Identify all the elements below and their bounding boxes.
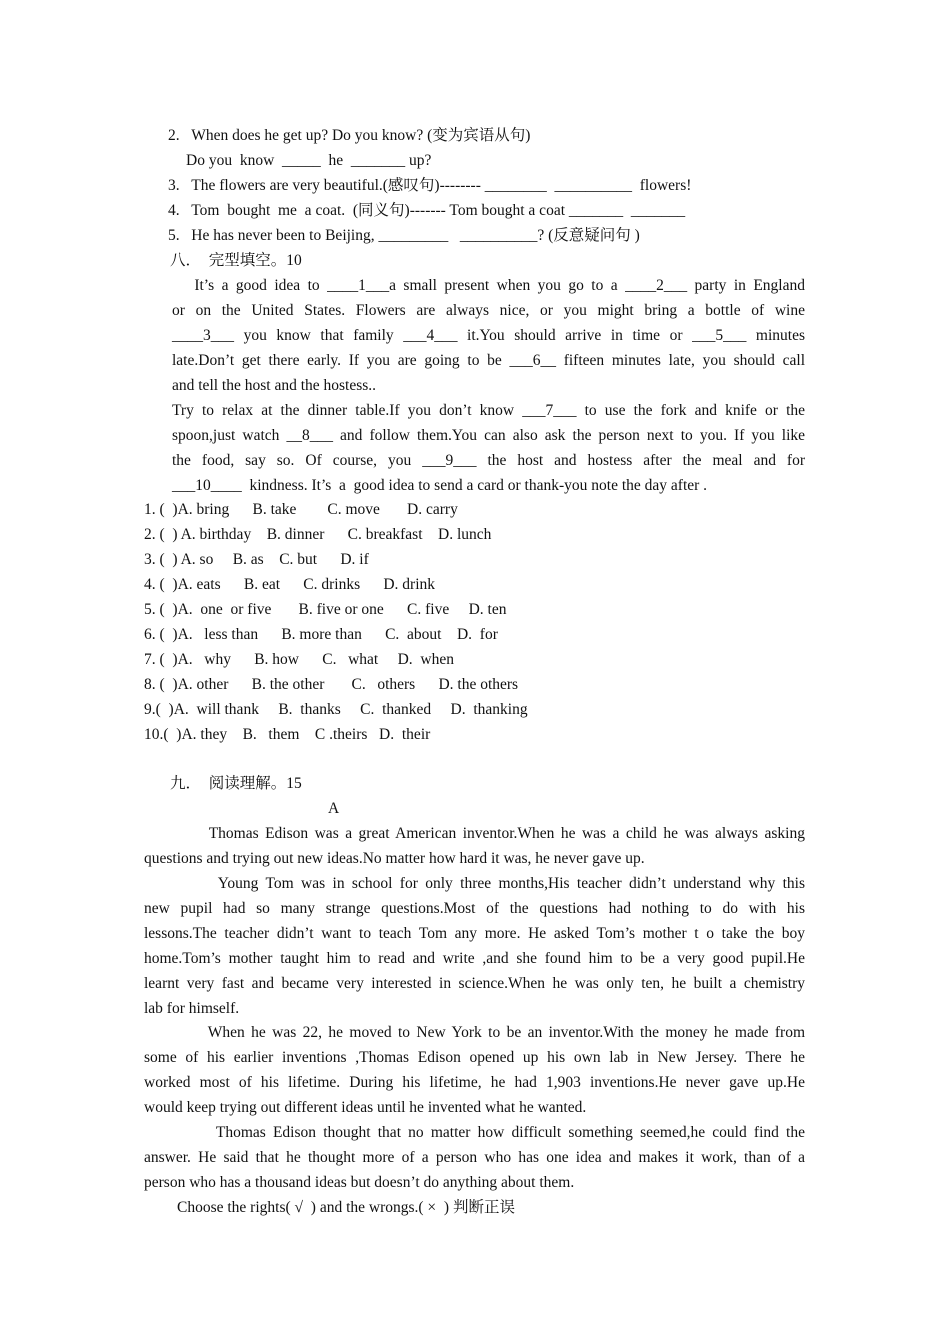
cloze-passage-line: ___10____ kindness. It’s a good idea to send a card or thank-you note the day after .	[172, 477, 708, 494]
cloze-option-row: 4. ( )A. eats B. eat C. drinks D. drink	[144, 576, 436, 593]
reading-passage-line: lab for himself.	[144, 1000, 240, 1017]
rewrite-item-4: 4. Tom bought me a coat. (同义句)------- Tom bought a coat _______ _______	[168, 202, 686, 219]
reading-passage-line: Thomas Edison thought that no matter how difficult something seemed,he could find the	[144, 1124, 805, 1141]
cloze-passage-line: It’s a good idea to ____1___a small present when you go to a ____2___ party in England	[172, 277, 805, 294]
cloze-option-row: 3. ( ) A. so B. as C. but D. if	[144, 551, 369, 568]
cloze-passage-line: and tell the host and the hostess..	[172, 377, 377, 394]
reading-passage-line: some of his earlier inventions ,Thomas Edison opened up his own lab in New Jersey. There he	[144, 1049, 805, 1066]
reading-passage-line: home.Tom’s mother taught him to read and write ,and she found him to be a very good pupil.He	[144, 950, 805, 967]
reading-heading: 九． 阅读理解。15	[170, 775, 302, 792]
reading-passage-line: answer. He said that he thought more of a person who has one idea and makes it work, than of a	[144, 1149, 805, 1166]
reading-passage-line: questions and trying out new ideas.No matter how hard it was, he never gave up.	[144, 850, 645, 867]
cloze-option-row: 10.( )A. they B. them C .theirs D. their	[144, 726, 431, 743]
reading-passage-line: new pupil had so many strange questions.Most of the questions had nothing to do with his	[144, 900, 805, 917]
cloze-heading: 八． 完型填空。10	[170, 252, 302, 269]
reading-passage-line: would keep trying out different ideas until he invented what he wanted.	[144, 1099, 587, 1116]
cloze-option-row: 1. ( )A. bring B. take C. move D. carry	[144, 501, 458, 518]
rewrite-item-3: 3. The flowers are very beautiful.(感叹句)-------- ________ __________ flowers!	[168, 177, 692, 194]
cloze-option-row: 6. ( )A. less than B. more than C. about D. for	[144, 626, 498, 643]
reading-passage-line: learnt very fast and became very interested in science.When he was only ten, he built a chemistry	[144, 975, 805, 992]
cloze-passage-line: the food, say so. Of course, you ___9___ the host and hostess after the meal and for	[172, 452, 805, 469]
cloze-option-row: 2. ( ) A. birthday B. dinner C. breakfast D. lunch	[144, 526, 492, 543]
reading-passage-line: Young Tom was in school for only three months,His teacher didn’t understand why this	[144, 875, 805, 892]
cloze-option-row: 8. ( )A. other B. the other C. others D. the others	[144, 676, 519, 693]
cloze-passage-line: Try to relax at the dinner table.If you don’t know ___7___ to use the fork and knife or the	[172, 402, 805, 419]
cloze-passage-line: late.Don’t get there early. If you are going to be ___6__ fifteen minutes late, you should call	[172, 352, 805, 369]
cloze-passage-line: spoon,just watch __8___ and follow them.You can also ask the person next to you. If you like	[172, 427, 805, 444]
true-false-instruction: Choose the rights( √ ) and the wrongs.( × ) 判断正误	[177, 1199, 515, 1216]
reading-passage-line: Thomas Edison was a great American inventor.When he was a child he was always asking	[144, 825, 805, 842]
reading-part-label: A	[328, 800, 340, 817]
rewrite-item-2: 2. When does he get up? Do you know? (变为宾语从句)	[168, 127, 531, 144]
cloze-passage-line: ____3___ you know that family ___4___ it.You should arrive in time or ___5___ minutes	[172, 327, 805, 344]
cloze-option-row: 9.( )A. will thank B. thanks C. thanked D. thanking	[144, 701, 528, 718]
reading-passage-line: person who has a thousand ideas but doesn’t do anything about them.	[144, 1174, 575, 1191]
reading-passage-line: When he was 22, he moved to New York to be an inventor.With the money he made from	[144, 1024, 805, 1041]
cloze-passage-line: or on the United States. Flowers are always nice, or you might bring a bottle of wine	[172, 302, 805, 319]
reading-passage-line: lessons.The teacher didn’t want to teach Tom any more. He asked Tom’s mother t o take the boy	[144, 925, 805, 942]
cloze-option-row: 7. ( )A. why B. how C. what D. when	[144, 651, 454, 668]
rewrite-item-2-answer-line: Do you know _____ he _______ up?	[186, 152, 432, 169]
cloze-option-row: 5. ( )A. one or five B. five or one C. five D. ten	[144, 601, 507, 618]
reading-passage-line: worked most of his lifetime. During his lifetime, he had 1,903 inventions.He never gave up.He	[144, 1074, 805, 1091]
rewrite-item-5: 5. He has never been to Beijing, _________ __________? (反意疑问句 )	[168, 227, 640, 244]
